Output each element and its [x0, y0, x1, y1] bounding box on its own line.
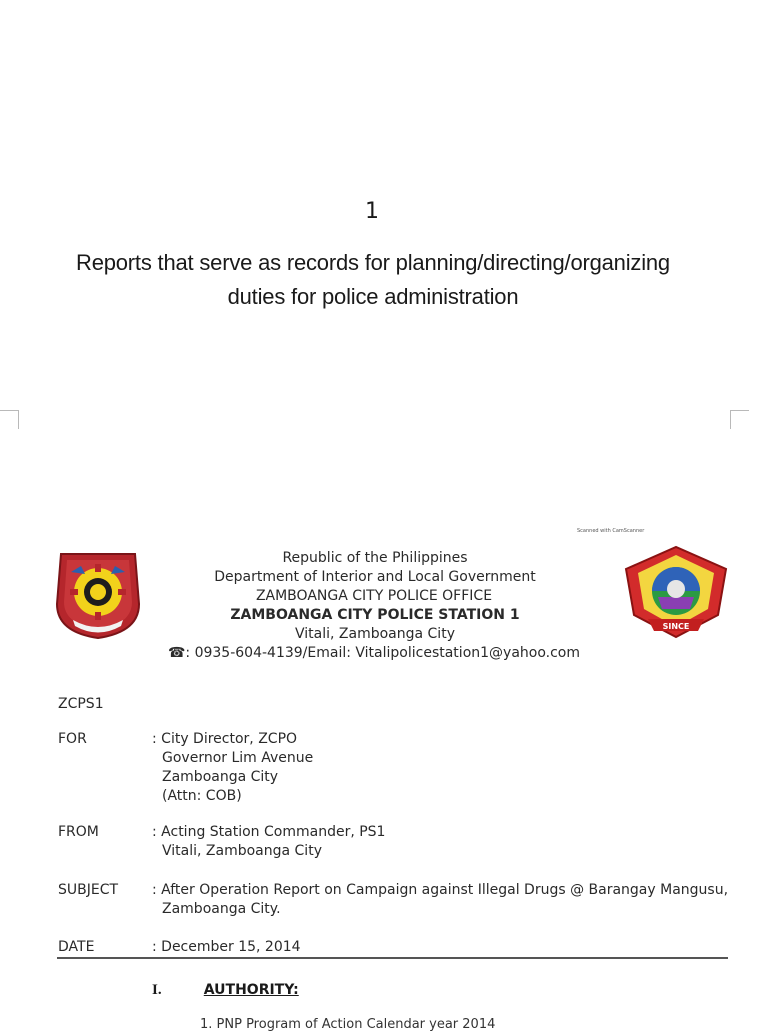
for-line: : City Director, ZCPO [152, 731, 298, 747]
from-label: FROM [58, 824, 99, 840]
subject-value [152, 881, 742, 919]
section-number: I. [152, 982, 162, 998]
for-line: Zamboanga City [162, 769, 279, 785]
crop-mark-left [0, 410, 19, 429]
letterhead-station: ZAMBOANGA CITY POLICE STATION 1 [230, 607, 520, 623]
crop-mark-right [730, 410, 749, 429]
from-line: Vitali, Zamboanga City [162, 843, 322, 859]
section-title: AUTHORITY: [203, 982, 299, 998]
page-heading [0, 246, 746, 314]
subject-label: SUBJECT [58, 882, 119, 898]
from-line: : Acting Station Commander, PS1 [152, 824, 386, 840]
date-line: : December 15, 2014 [152, 939, 301, 955]
date-label: DATE [58, 939, 95, 955]
from-value [152, 823, 742, 861]
badge-text: SINCE [662, 622, 690, 631]
for-line: Governor Lim Avenue [162, 750, 314, 766]
heading-line-1: Reports that serve as records for planning/directing/organizing [76, 250, 670, 275]
heading-line-2: duties for police administration [227, 284, 519, 309]
for-label: FOR [58, 731, 87, 747]
subject-line: : After Operation Report on Campaign against Illegal Drugs @ Barangay Mangusu, [152, 882, 729, 898]
memo-divider [57, 957, 728, 959]
cut-off-text: 1. PNP Program of Action Calendar year 2014 [200, 1017, 496, 1032]
letterhead-address: Vitali, Zamboanga City [295, 626, 455, 642]
letterhead [0, 549, 768, 663]
page-number: 1 [365, 199, 379, 224]
letterhead-department: Department of Interior and Local Government [214, 569, 536, 585]
for-value [152, 730, 742, 806]
letterhead-republic: Republic of the Philippines [282, 550, 468, 566]
subject-line: Zamboanga City. [162, 901, 281, 917]
date-value [152, 938, 742, 957]
scan-watermark: Scanned with CamScanner [577, 528, 645, 534]
memo-ref: ZCPS1 [58, 696, 104, 712]
section-authority [152, 982, 299, 999]
letterhead-office: ZAMBOANGA CITY POLICE OFFICE [255, 588, 493, 604]
for-line: (Attn: COB) [162, 788, 242, 804]
letterhead-contact: ☎: 0935-604-4139/Email: Vitalipolicestation1@yahoo.com [167, 645, 581, 661]
